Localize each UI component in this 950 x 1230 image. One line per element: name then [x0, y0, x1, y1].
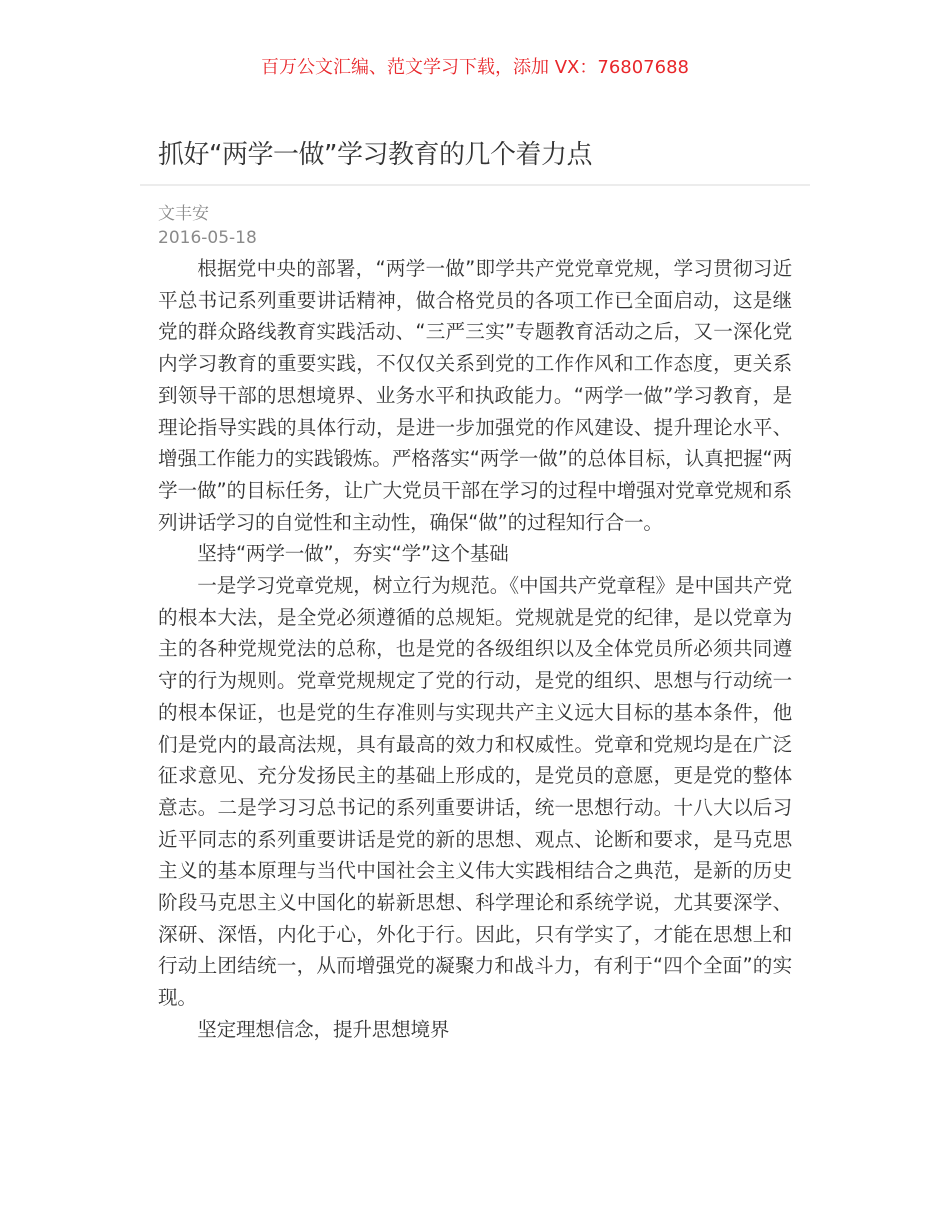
article-title: 抓好“两学一做”学习教育的几个着力点 — [158, 140, 592, 170]
article-date: 2016-05-18 — [158, 228, 257, 248]
article-body — [158, 253, 792, 1046]
paragraph-body: 一是学习党章党规，树立行为规范。《中国共产党章程》是中国共产党的根本大法，是全党必须遵循的总规矩。党规就是党的纪律，是以党章为主的各种党规党法的总称，也是党的各级组织以及全体党员所必须共同遵守的行为规则。党章党规规定了党的行动，是党的组织、思想与行动统一的根本保证，也是党的生存准则与实现共产主义远大目标的基本条件，他们是党内的最高法规，具有最高的效力和权威性。党章和党规均是在广泛征求意见、充分发扬民主的基础上形成的，是党员的意愿，更是党的整体意志。二是学习习总书记的系列重要讲话，统一思想行动。十八大以后习近平同志的系列重要讲话是党的新的思想、观点、论断和要求，是马克思主义的基本原理与当代中国社会主义伟大实践相结合之典范，是新的历史阶段马克思主义中国化的崭新思想、科学理论和系统学说，尤其要深学、深研、深悟，内化于心，外化于行。因此，只有学实了，才能在思想上和行动上团结统一，从而增强党的凝聚力和战斗力，有利于“四个全面”的实现。 — [158, 574, 792, 1010]
title-divider — [140, 184, 810, 186]
paragraph-intro: 根据党中央的部署，“两学一做”即学共产党党章党规，学习贯彻习近平总书记系列重要讲话精神，做合格党员的各项工作已全面启动，这是继党的群众路线教育实践活动、“三严三实”专题教育活动之后，又一深化党内学习教育的重要实践，不仅仅关系到党的工作作风和工作态度，更关系到领导干部的思想境界、业务水平和执政能力。“两学一做”学习教育，是理论指导实践的具体行动，是进一步加强党的作风建设、提升理论水平、增强工作能力的实践锻炼。严格落实“两学一做”的总体目标，认真把握“两学一做”的目标任务，让广大党员干部在学习的过程中增强对党章党规和系列讲话学习的自觉性和主动性，确保“做”的过程知行合一。 — [158, 257, 792, 534]
section-heading: 坚定理想信念，提升思想境界 — [197, 1017, 450, 1041]
promo-banner: 百万公文汇编、范文学习下载，添加 VX：76807688 — [261, 57, 689, 78]
article-author: 文丰安 — [158, 204, 209, 224]
section-heading: 坚持“两学一做”，夯实“学”这个基础 — [197, 542, 509, 566]
article-meta — [158, 202, 257, 250]
